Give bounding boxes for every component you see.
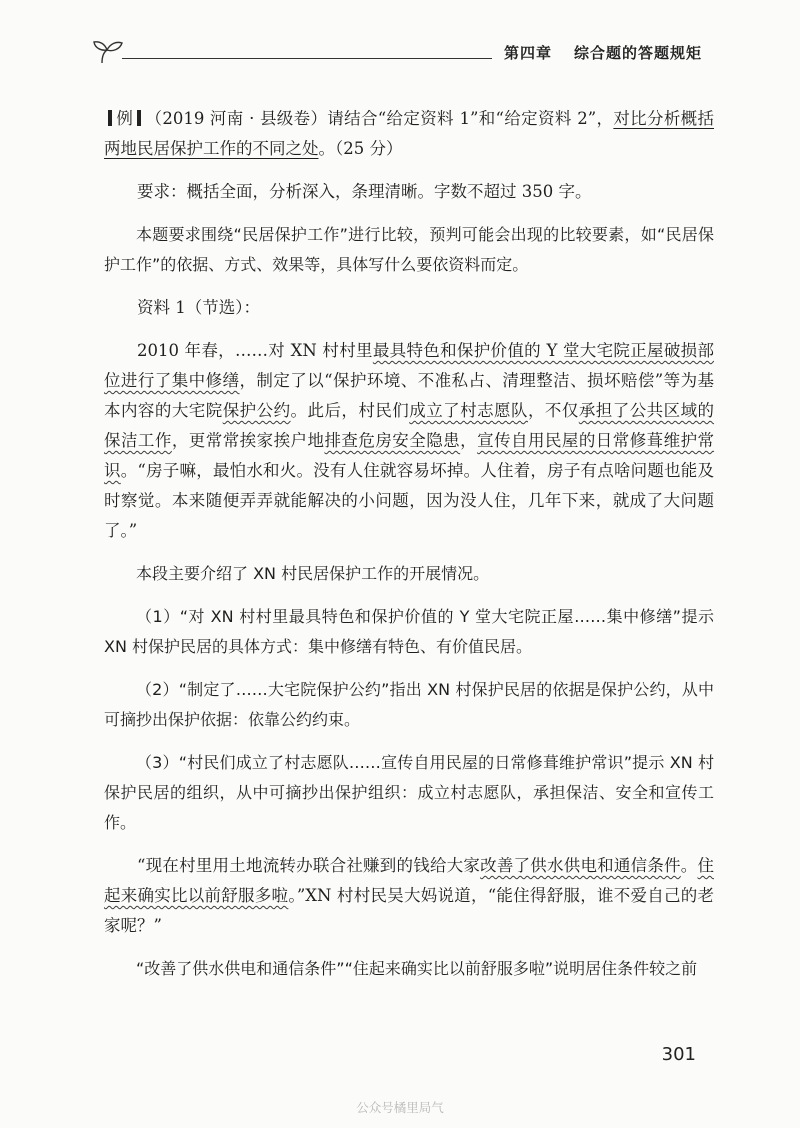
quote-text: 。”XN 村村民吴大妈说道，“能住得舒服，谁不爱自己的老家呢？” [104,886,714,935]
quote-highlight: 住起来确实比以前舒服多啦 [104,856,715,905]
conclusion: “改善了供水供电和通信条件”“住起来确实比以前舒服多啦”说明居住条件较之前 [136,959,698,978]
material-title: 资料 1（节选）： [137,298,260,317]
material-text: 。此后，村民们 [290,401,410,420]
material-text: ， [460,431,478,450]
example-label: 例 [116,109,134,128]
material-highlight: 最具特色和保护价值的 Y 堂大宅院正屋破损部位进行了集中修缮 [104,341,714,390]
material-highlight: 宣传自用民屋的日常修葺维护常识 [104,431,715,480]
material-text: 。“房子嘛，最怕水和火。没有人住就容易坏掉。人住着，房子有点啥问题也能及时察觉。本来随便弄弄就能解决的小问题，因为没人住，几年下来，就成了大问题了。” [104,461,715,540]
analysis-point-3: （3）“村民们成立了村志愿队……宣传自用民屋的日常修葺维护常识”提示 XN 村保护民居的组织，从中可摘抄出保护组织：成立村志愿队，承担保洁、安全和宣传工作。 [104,753,714,832]
sprout-icon [92,38,126,66]
material-highlight: 排查危房安全隐患 [324,431,461,450]
material-highlight: 保护公约 [222,401,291,420]
bar-left-icon [108,110,112,126]
material-text: ，不仅 [527,401,579,420]
material-highlight: 成立了村志愿队 [409,401,528,420]
page-number: 301 [661,1044,696,1065]
material-text: ，制定了以“保护环境、不准私占、清理整洁、损坏赔偿”等为基本内容的大宅院 [104,371,715,420]
example-question [104,104,714,164]
quote-text: “现在村里用土地流转办联合社赚到的钱给大家 [137,856,481,875]
chapter-number: 第四章 [503,44,552,62]
material-text: 2010 年春，……对 XN 村村里 [137,341,373,360]
example-prompt-d: 。（25 分） [318,139,403,158]
villager-quote [104,851,714,941]
paragraph-summary: 本段主要介绍了 XN 村民居保护工作的开展情况。 [136,564,490,583]
example-prompt-c: 不同之处 [252,139,319,158]
material-passage [104,336,714,546]
header-rule [122,58,492,59]
example-prompt-a: 请结合“给定资料 1”和“给定资料 2”， [327,109,614,128]
material-text: ，更常常挨家挨户地 [171,431,325,450]
page-body [104,104,714,984]
quote-text: 。 [680,856,698,875]
requirement: 要求：概括全面，分析深入，条理清晰。字数不超过 350 字。 [137,182,592,201]
analysis-intro: 本题要求围绕“民居保护工作”进行比较，预判可能会出现的比较要素，如“民居保护工作”的依据、方式、效果等，具体写什么要依资料而定。 [104,225,714,274]
material-highlight: 承担了公共区域的保洁工作 [104,401,715,450]
running-header [92,36,702,66]
quote-highlight: 改善了供水供电和通信条件 [480,856,681,875]
chapter-title: 综合题的答题规矩 [573,44,702,62]
analysis-point-2: （2）“制定了……大宅院保护公约”指出 XN 村保护民居的依据是保护公约，从中可摘抄出保护依据：依靠公约约束。 [104,680,714,729]
analysis-point-1: （1）“对 XN 村村里最具特色和保护价值的 Y 堂大宅院正屋……集中修缮”提示 XN 村保护民居的具体方式：集中修缮有特色、有价值民居。 [104,607,714,656]
watermark: 公众号橘里局气 [356,1100,444,1115]
bar-right-icon [137,110,141,126]
chapter-heading [504,42,702,63]
example-prompt-b: 对比分析概括两地民居保护工作的 [104,109,715,158]
example-source: （2019 河南 · 县级卷） [145,109,328,128]
